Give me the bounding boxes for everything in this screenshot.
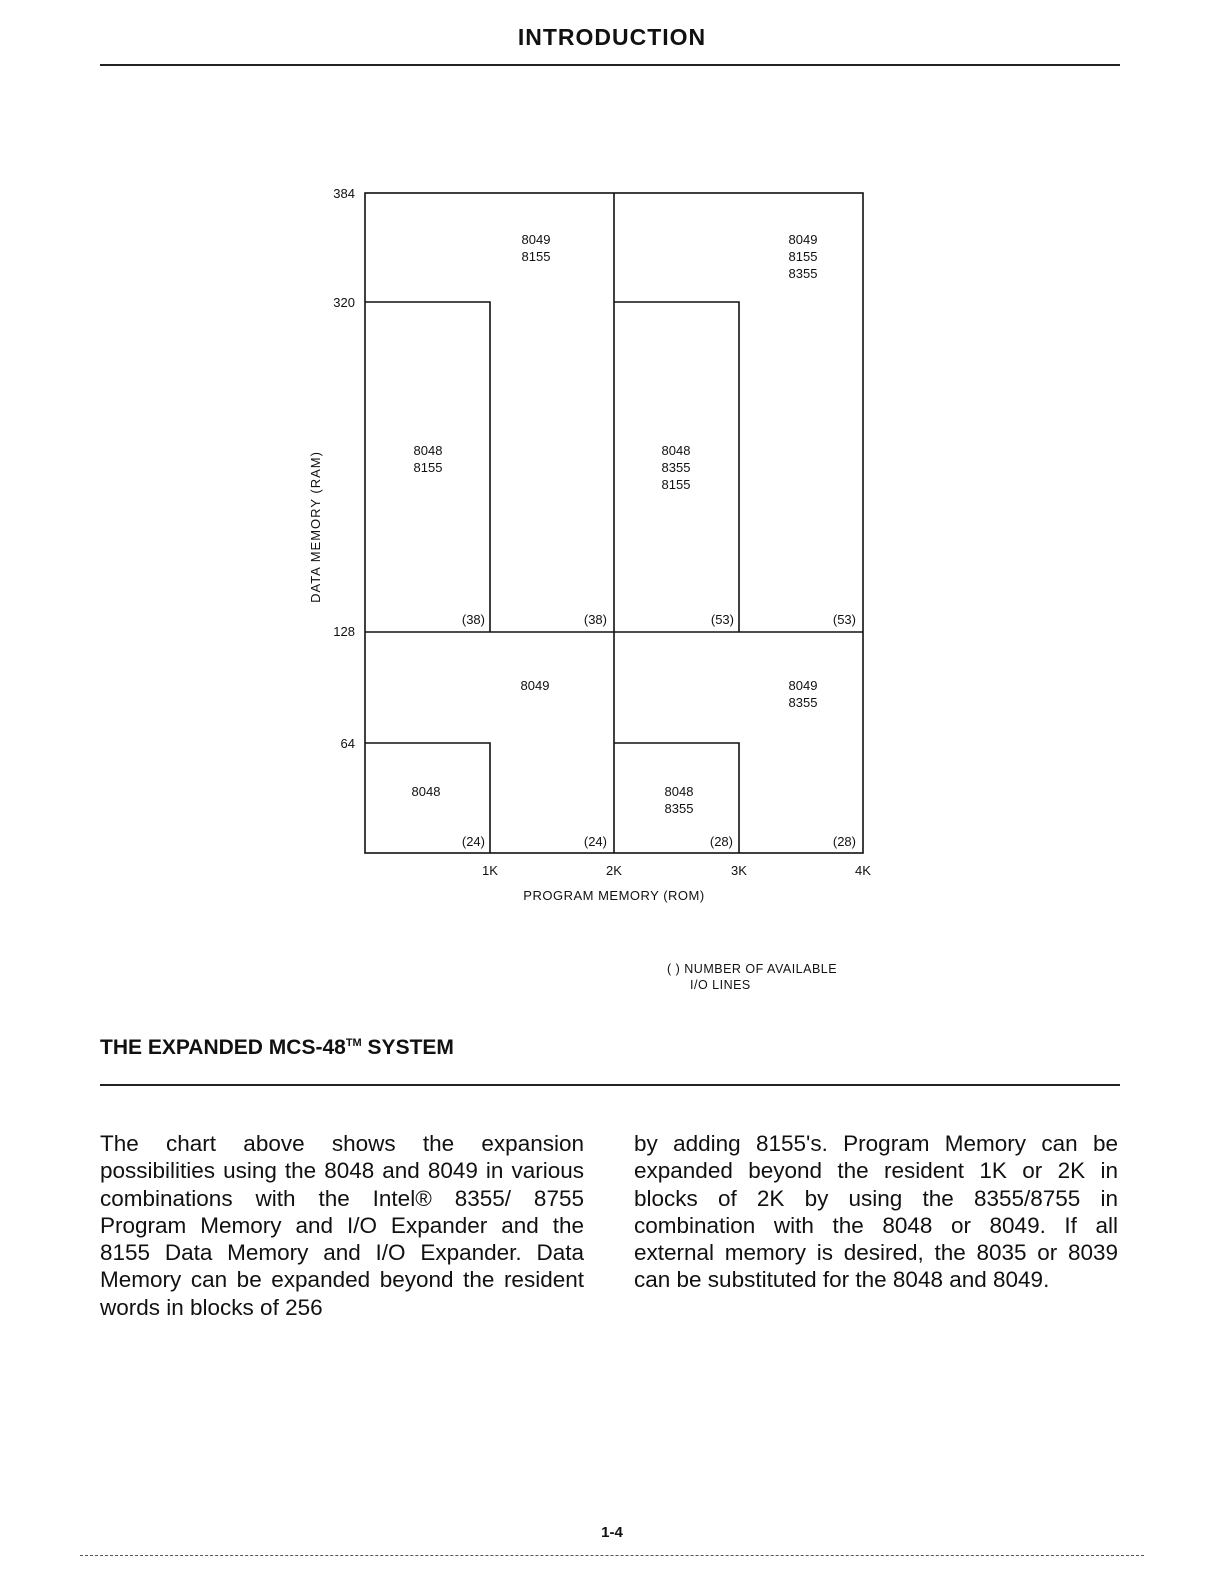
body-column-right <box>634 1130 1118 1294</box>
x-tick-label: 4K <box>855 863 871 878</box>
region-chip-label: 8049 <box>788 232 818 247</box>
section-title-text: THE EXPANDED MCS-48 <box>100 1036 346 1059</box>
x-tick-label: 2K <box>606 863 622 878</box>
diagram-lines <box>365 193 863 853</box>
y-tick-label: 64 <box>340 736 355 751</box>
region-chip-label: 8355 <box>664 801 694 816</box>
region-chip-label: 8048 <box>664 784 694 799</box>
legend-note-line: ( ) NUMBER OF AVAILABLE <box>667 962 838 976</box>
region-chip-label: 8048 <box>413 443 443 458</box>
x-axis-label: PROGRAM MEMORY (ROM) <box>523 888 705 903</box>
region-chip-label: 8048 <box>661 443 691 458</box>
io-lines-label: (53) <box>710 612 734 627</box>
region-chip-label: 8155 <box>521 249 551 264</box>
io-lines-label: (38) <box>583 612 607 627</box>
io-lines-label: (24) <box>461 834 485 849</box>
region-chip-label: 8355 <box>788 695 818 710</box>
region-chip-label: 8048 <box>411 784 441 799</box>
body-paragraph: The chart above shows the expansion possibilities using the 8048 and 8049 in various combinations with the Intel® 8355/ 8755 Program Memory and I/O Expander and the 8155 Data Memory and I/O Expander. Data Memory can be expanded beyond the resident words in blocks of 256 <box>100 1131 584 1320</box>
trademark-mark: TM <box>345 1037 362 1049</box>
io-lines-label: (28) <box>832 834 856 849</box>
io-lines-label: (24) <box>583 834 607 849</box>
region-chip-label: 8355 <box>788 266 818 281</box>
io-lines-label: (53) <box>832 612 856 627</box>
region-chip-label: 8155 <box>413 460 443 475</box>
page-header-title: INTRODUCTION <box>517 24 707 50</box>
section-title <box>100 1036 454 1060</box>
footer-rule <box>80 1555 1144 1556</box>
body-paragraph: by adding 8155's. Program Memory can be expanded beyond the resident 1K or 2K in blocks of 2K by using the 8355/8755 in combination with the 8048 or 8049. If all external memory is desired, the 8035 or 8039 can be substituted for the 8048 and 8049. <box>634 1131 1118 1293</box>
section-title-suffix: SYSTEM <box>361 1036 454 1059</box>
region-chip-label: 8355 <box>661 460 691 475</box>
io-lines-label: (38) <box>461 612 485 627</box>
x-tick-label: 1K <box>482 863 498 878</box>
body-column-left <box>100 1130 584 1321</box>
region-chip-label: 8049 <box>521 232 551 247</box>
section-rule <box>100 1084 1120 1086</box>
y-tick-label: 384 <box>333 186 355 201</box>
region-chip-label: 8049 <box>788 678 818 693</box>
x-tick-label: 3K <box>731 863 747 878</box>
page-number: 1-4 <box>601 1524 623 1541</box>
y-axis-label: DATA MEMORY (RAM) <box>308 451 323 603</box>
io-lines-label: (28) <box>709 834 733 849</box>
legend-note-line: I/O LINES <box>690 978 751 992</box>
y-tick-label: 320 <box>333 295 355 310</box>
region-chip-label: 8155 <box>788 249 818 264</box>
region-chip-label: 8155 <box>661 477 691 492</box>
region-chip-label: 8049 <box>520 678 550 693</box>
y-tick-label: 128 <box>333 624 355 639</box>
